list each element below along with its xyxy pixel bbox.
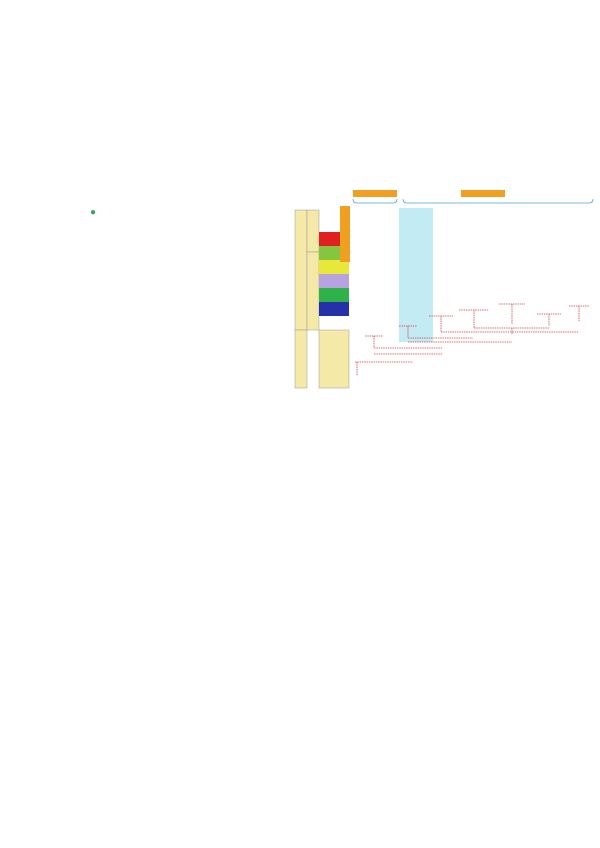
highlight-box [399, 208, 433, 342]
cuaternario-band [307, 210, 319, 252]
monotremas-column [340, 206, 350, 262]
cenozoico-band [295, 210, 307, 330]
epoch-bar-paleoceno [319, 302, 349, 316]
epoch-bar-mioceno [319, 260, 349, 274]
marsupiales-bracket [353, 199, 397, 203]
mammal-phylogeny-diagram [293, 186, 600, 396]
epoch-bar-eoceno [319, 288, 349, 302]
ordenes-bullet: ● [90, 207, 97, 218]
epoch-bar-cretacico [319, 330, 349, 388]
epoch-bar-oligoceno [319, 274, 349, 288]
marsupiales-header-bg [353, 190, 397, 197]
tree-connectors [355, 304, 589, 376]
mesozoico-band [295, 330, 307, 388]
placentarios-bracket [403, 199, 593, 203]
placentarios-header-bg [461, 190, 505, 197]
terciario-band [307, 252, 319, 330]
